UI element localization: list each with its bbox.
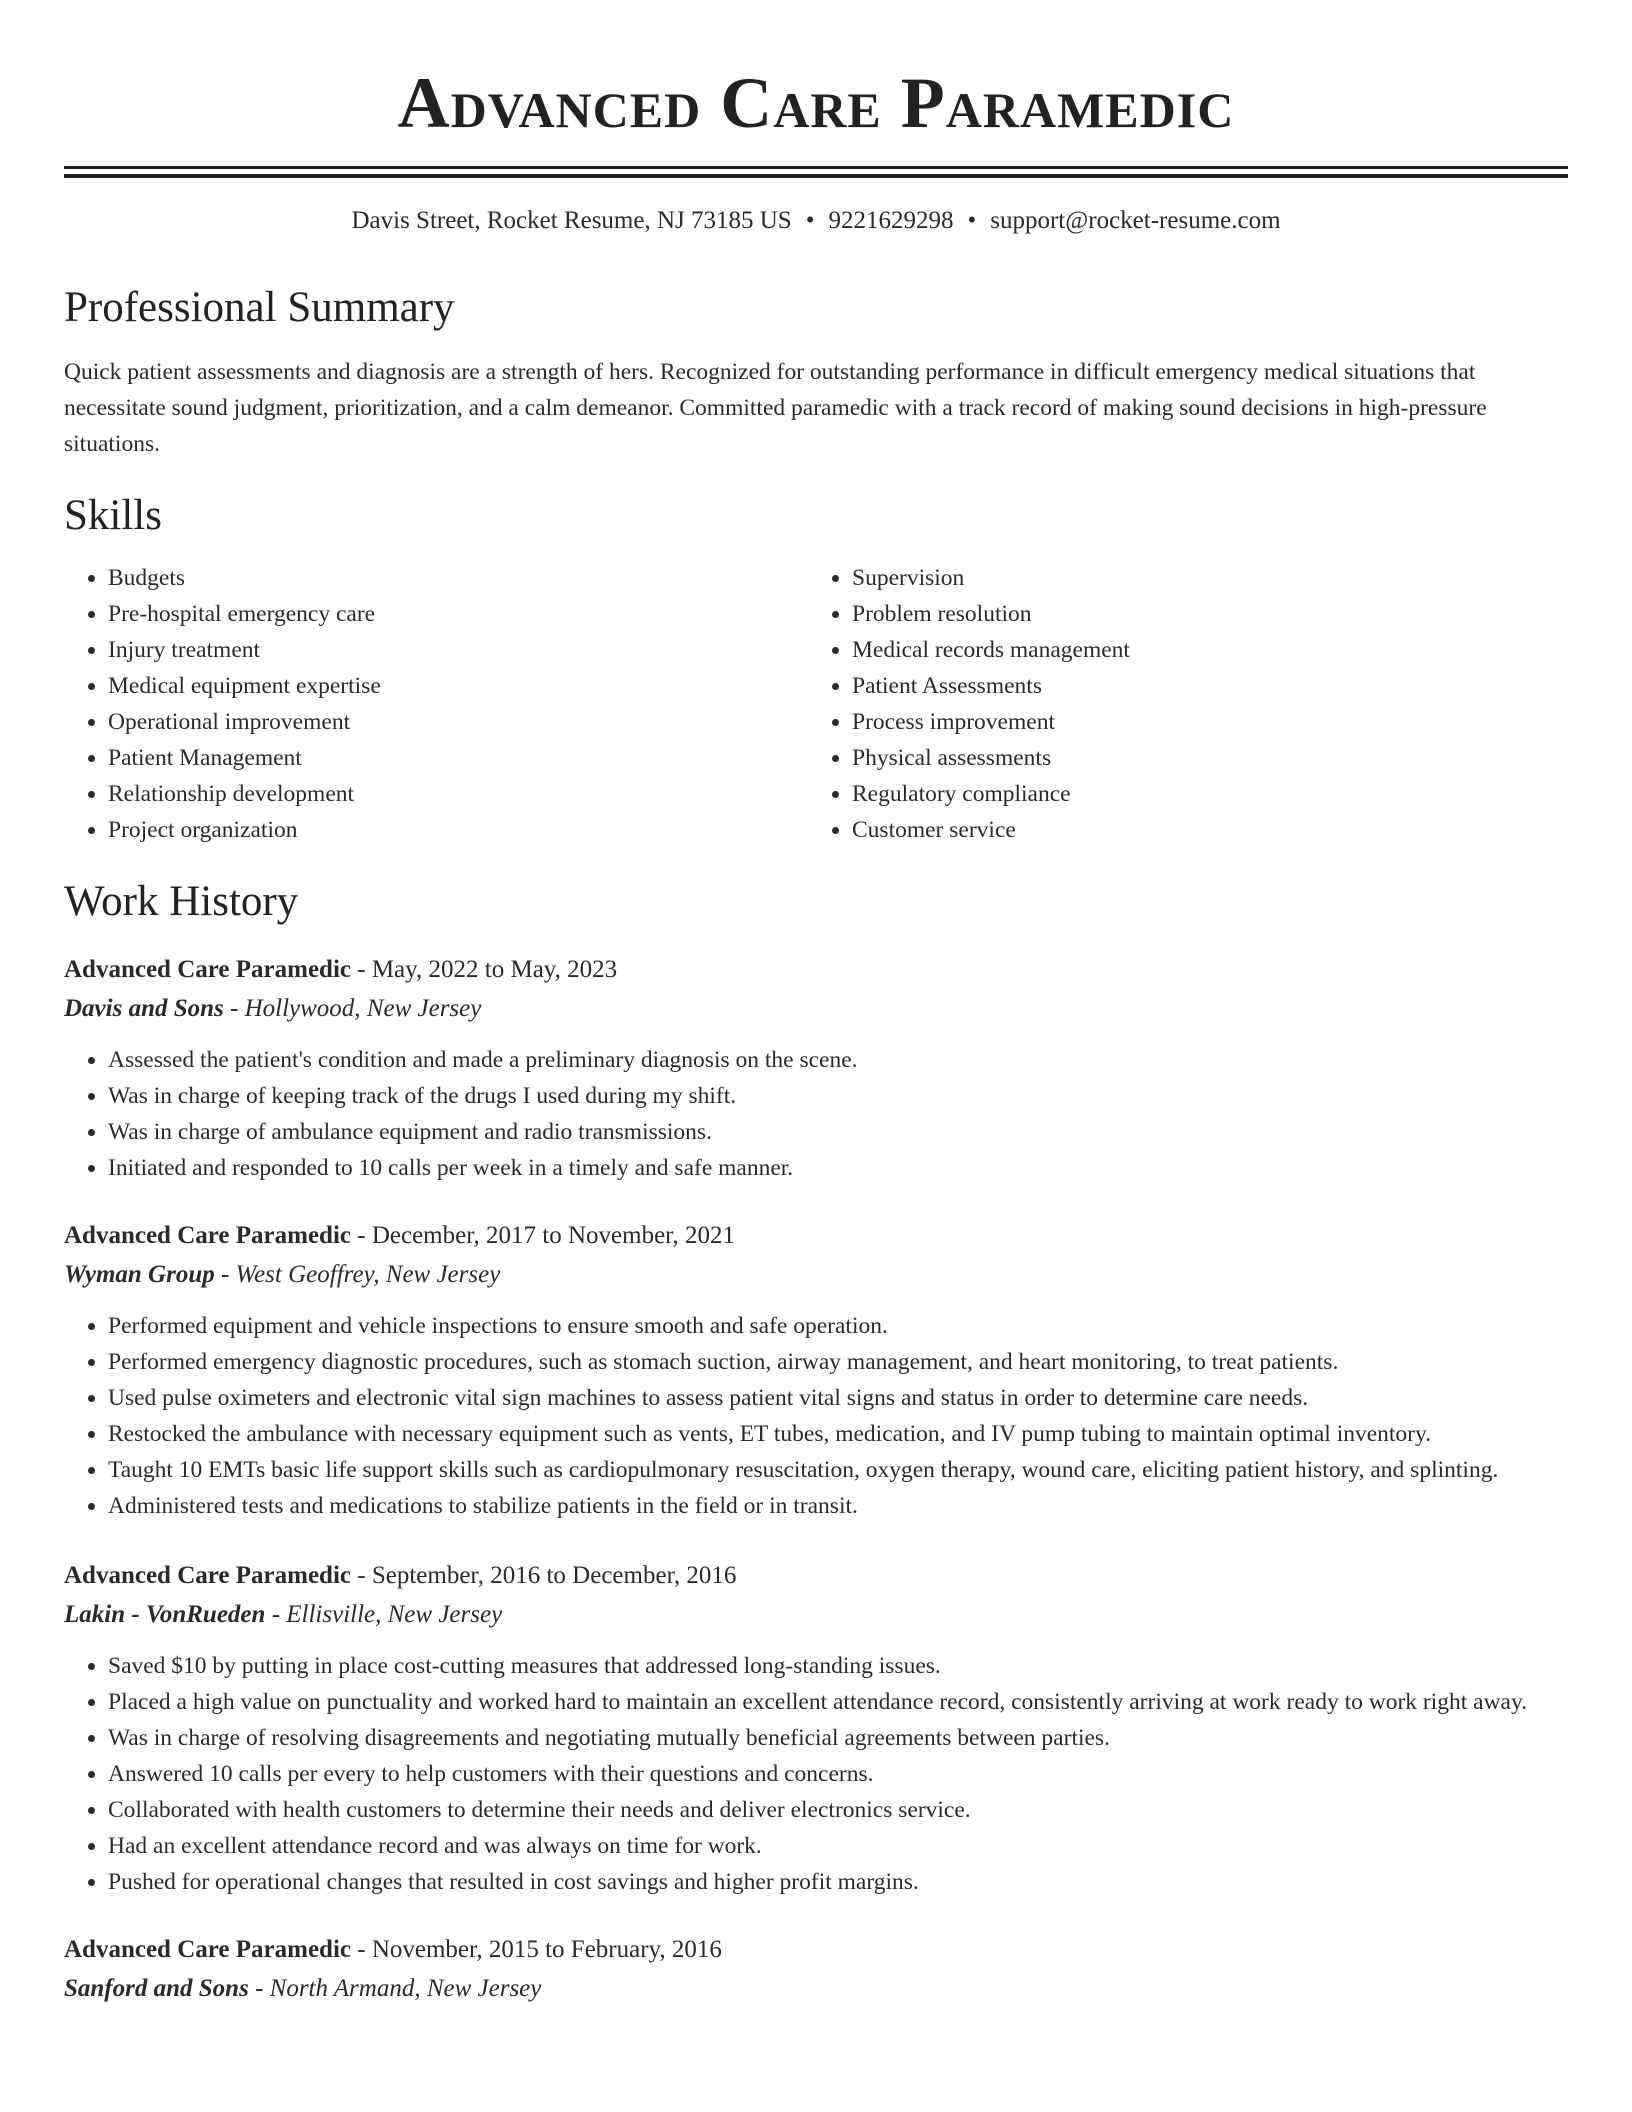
job-bullet: • Answered 10 calls per every to help customers with their questions and concerns.: [108, 1756, 1568, 1792]
resume-name: Advanced Care Paramedic: [397, 63, 1235, 143]
summary-heading: Professional Summary: [64, 284, 455, 331]
skill-item: • Process improvement: [852, 704, 1130, 740]
job-bullet: • Saved $10 by putting in place cost-cutting measures that addressed long-standing issues.: [108, 1648, 1568, 1684]
job-role: Advanced Care Paramedic: [64, 956, 351, 983]
job-bullets: [64, 1648, 1568, 1900]
skill-item: • Medical records management: [852, 632, 1130, 668]
job-bullet: • Taught 10 EMTs basic life support skills such as cardiopulmonary resuscitation, oxygen therapy, wound care, eliciting patient history, and splinting.: [108, 1452, 1568, 1488]
job-header: [64, 1556, 1568, 1596]
job-bullet: • Placed a high value on punctuality and worked hard to maintain an excellent attendance record, consistently arriving at work ready to work right away.: [108, 1684, 1568, 1720]
job-bullets: [64, 1042, 1568, 1186]
skill-item: • Budgets: [108, 560, 806, 596]
job-location: - North Armand, New Jersey: [248, 1975, 542, 2002]
job-location: - Hollywood, New Jersey: [223, 995, 482, 1022]
job-company: Davis and Sons: [64, 995, 224, 1022]
job-location: - West Geoffrey, New Jersey: [214, 1261, 501, 1288]
job-bullet: • Was in charge of ambulance equipment and radio transmissions.: [108, 1114, 1568, 1150]
job-entry: [64, 1930, 1568, 2008]
skills-column-left: [64, 560, 806, 848]
job-company: Sanford and Sons: [64, 1975, 249, 2002]
job-entry: [64, 950, 1568, 1186]
contact-line: [64, 204, 1568, 238]
skill-item: • Problem resolution: [852, 596, 1130, 632]
job-header: [64, 1930, 1568, 1970]
job-company: Lakin - VonRueden: [64, 1601, 266, 1628]
job-bullet: • Used pulse oximeters and electronic vital sign machines to assess patient vital signs and status in order to determine care needs.: [108, 1380, 1568, 1416]
job-bullet: • Administered tests and medications to stabilize patients in the field or in transit.: [108, 1488, 1568, 1524]
job-employer: [64, 1256, 1568, 1294]
skill-item: • Regulatory compliance: [852, 776, 1130, 812]
skill-item: • Project organization: [108, 812, 806, 848]
skill-item: • Customer service: [852, 812, 1130, 848]
job-employer: [64, 1970, 1568, 2008]
skill-item: • Physical assessments: [852, 740, 1130, 776]
job-bullet: • Was in charge of keeping track of the drugs I used during my shift.: [108, 1078, 1568, 1114]
job-entry: [64, 1556, 1568, 1900]
job-bullet: • Collaborated with health customers to determine their needs and deliver electronics service.: [108, 1792, 1568, 1828]
job-bullet: • Performed equipment and vehicle inspections to ensure smooth and safe operation.: [108, 1308, 1568, 1344]
job-role: Advanced Care Paramedic: [64, 1222, 351, 1249]
job-role: Advanced Care Paramedic: [64, 1562, 351, 1589]
skills-heading: Skills: [64, 492, 162, 539]
skill-item: • Patient Assessments: [852, 668, 1130, 704]
skill-item: • Injury treatment: [108, 632, 806, 668]
job-bullet: • Had an excellent attendance record and was always on time for work.: [108, 1828, 1568, 1864]
job-header: [64, 950, 1568, 990]
job-dates: - May, 2022 to May, 2023: [351, 956, 618, 983]
job-bullet: • Was in charge of resolving disagreements and negotiating mutually beneficial agreements between parties.: [108, 1720, 1568, 1756]
job-bullets: [64, 1308, 1568, 1524]
job-company: Wyman Group: [64, 1261, 215, 1288]
skills-list: [64, 560, 1568, 848]
contact-separator: •: [967, 207, 977, 234]
job-bullet: • Assessed the patient's condition and made a preliminary diagnosis on the scene.: [108, 1042, 1568, 1078]
contact-separator: •: [805, 207, 815, 234]
skill-item: • Medical equipment expertise: [108, 668, 806, 704]
job-bullet: • Restocked the ambulance with necessary equipment such as vents, ET tubes, medication, and IV pump tubing to maintain optimal inventory.: [108, 1416, 1568, 1452]
skill-item: • Patient Management: [108, 740, 806, 776]
work-history-heading: Work History: [64, 878, 299, 925]
skill-item: • Pre-hospital emergency care: [108, 596, 806, 632]
job-bullet: • Initiated and responded to 10 calls per week in a timely and safe manner.: [108, 1150, 1568, 1186]
skills-column-right: [806, 560, 1130, 848]
contact-email: support@rocket-resume.com: [990, 207, 1281, 234]
job-dates: - September, 2016 to December, 2016: [351, 1562, 737, 1589]
skill-item: • Supervision: [852, 560, 1130, 596]
summary-text: Quick patient assessments and diagnosis are a strength of hers. Recognized for outstanding performance in difficult emergency medical situations that necessitate sound judgment, prioritization, and a calm demeanor. Committed paramedic with a track record of making sound decisions in high-pressure situations.: [64, 359, 1487, 457]
job-role: Advanced Care Paramedic: [64, 1936, 351, 1963]
job-location: - Ellisville, New Jersey: [265, 1601, 503, 1628]
skill-item: • Relationship development: [108, 776, 806, 812]
job-employer: [64, 990, 1568, 1028]
contact-phone: 9221629298: [828, 207, 954, 234]
job-entry: [64, 1216, 1568, 1524]
header-divider: [64, 166, 1568, 178]
job-bullet: • Performed emergency diagnostic procedures, such as stomach suction, airway management, and heart monitoring, to treat patients.: [108, 1344, 1568, 1380]
job-dates: - December, 2017 to November, 2021: [351, 1222, 735, 1249]
job-employer: [64, 1596, 1568, 1634]
job-header: [64, 1216, 1568, 1256]
job-bullet: • Pushed for operational changes that resulted in cost savings and higher profit margins.: [108, 1864, 1568, 1900]
job-dates: - November, 2015 to February, 2016: [351, 1936, 722, 1963]
skill-item: • Operational improvement: [108, 704, 806, 740]
contact-address: Davis Street, Rocket Resume, NJ 73185 US: [351, 207, 792, 234]
